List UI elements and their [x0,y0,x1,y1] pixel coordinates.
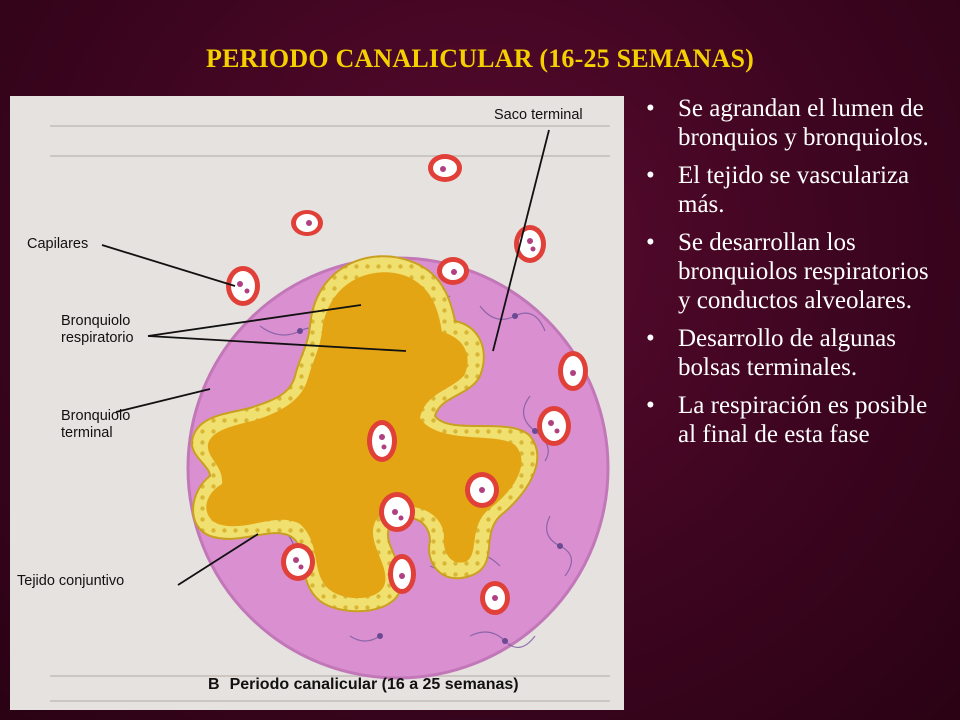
bullet-item [640,94,940,152]
label-saco-terminal: Saco terminal [494,107,583,123]
bullet-dot: • [646,162,655,189]
figure-caption-letter: B [208,676,220,693]
bullet-item [640,228,940,315]
bullet-item [640,161,940,219]
bullet-dot: • [646,392,655,419]
label-bronquiolo-terminal-line1: Bronquiolo [61,408,131,424]
bullet-dot: • [646,95,655,122]
bullet-dot: • [646,229,655,256]
lung-diagram [10,96,624,710]
label-capilares: Capilares [27,236,89,252]
label-bronquiolo-terminal-line2: terminal [61,425,113,441]
slide-title: PERIODO CANALICULAR (16-25 SEMANAS) [206,44,754,73]
bullet-list [640,94,940,458]
label-tejido-conjuntivo: Tejido conjuntivo [17,573,125,589]
bullet-item [640,391,940,449]
label-bronquiolo-respiratorio-line2: respiratorio [61,330,134,346]
lung-illustration [10,96,624,710]
bullet-text: El tejido se vasculariza más. [678,162,910,218]
bullet-text: Desarrollo de algunas bolsas terminales. [678,325,896,381]
bullet-text: Se desarrollan los bronquiolos respiratorios y conductos alveolares. [678,229,929,314]
figure-caption [208,676,519,694]
bullet-text: Se agrandan el lumen de bronquios y bronquiolos. [678,95,929,151]
figure-caption-text: Periodo canalicular (16 a 25 semanas) [229,676,519,693]
bullet-item [640,324,940,382]
label-bronquiolo-respiratorio-line1: Bronquiolo [61,313,131,329]
bullet-text: La respiración es posible al final de esta fase [678,392,928,448]
bullet-dot: • [646,325,655,352]
